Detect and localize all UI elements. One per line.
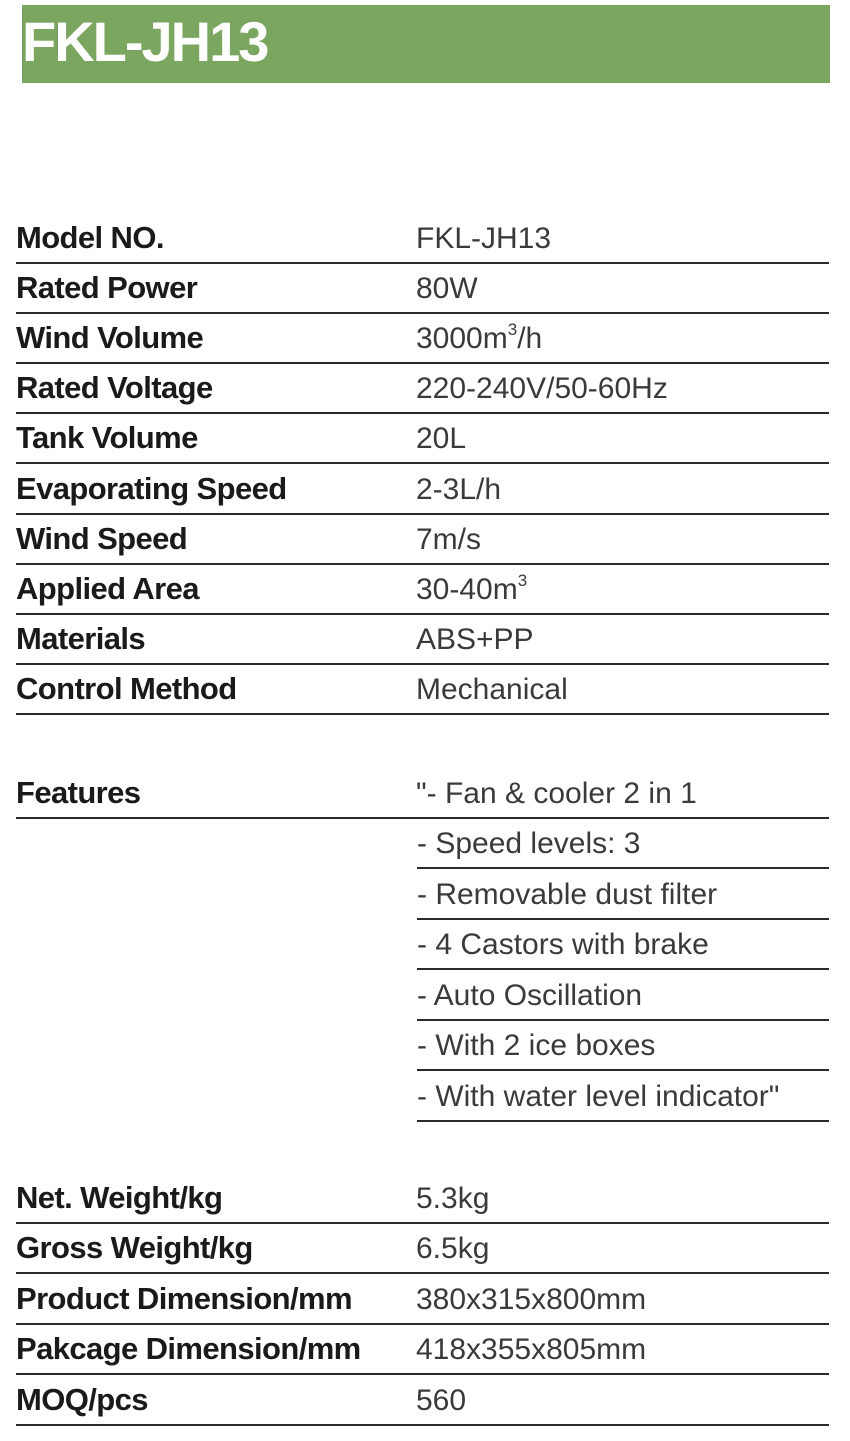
spec-label: Materials: [16, 621, 145, 656]
spec-label: Pakcage Dimension/mm: [16, 1331, 361, 1366]
spec-value: 80W: [416, 272, 478, 305]
row-divider: [16, 713, 829, 715]
spec-row-rated-power: [16, 264, 829, 314]
spec-row-product-dimension: [16, 1275, 829, 1325]
feature-row: [417, 1021, 829, 1071]
spec-value: 6.5kg: [416, 1232, 490, 1265]
spec-value: 20L: [416, 422, 467, 455]
spec-value: 2-3L/h: [416, 473, 502, 506]
page-title: FKL-JH13: [22, 10, 268, 73]
feature-item: - Auto Oscillation: [417, 979, 643, 1012]
spec-value: 7m/s: [416, 523, 482, 556]
spec-row-wind-volume: [16, 314, 829, 364]
spec-row-control-method: [16, 665, 829, 715]
feature-row: [417, 971, 829, 1021]
spec-row-materials: [16, 615, 829, 665]
spec-row-package-dimension: [16, 1325, 829, 1375]
feature-item: "- Fan & cooler 2 in 1: [416, 777, 697, 810]
feature-item: - Removable dust filter: [417, 878, 718, 911]
feature-item: - Speed levels: 3: [417, 827, 641, 860]
spec-value-wind-volume: [416, 322, 542, 356]
value-superscript: 3: [507, 320, 518, 339]
spec-label: MOQ/pcs: [16, 1382, 148, 1417]
spec-row-tank-volume: [16, 414, 829, 464]
spec-label: Wind Volume: [16, 320, 204, 355]
spec-label: Tank Volume: [16, 420, 198, 455]
feature-row: [417, 1072, 829, 1122]
spec-row-model: [16, 214, 829, 264]
spec-row-gross-weight: [16, 1224, 829, 1274]
spec-label: Model NO.: [16, 220, 164, 255]
spec-label: Rated Voltage: [16, 370, 213, 405]
spec-label: Product Dimension/mm: [16, 1281, 352, 1316]
row-divider: [417, 1069, 829, 1071]
spec-row-evaporating-speed: [16, 465, 829, 515]
spec-value: Mechanical: [416, 673, 568, 706]
value-superscript: 3: [517, 571, 528, 590]
spec-label: Rated Power: [16, 270, 198, 305]
spec-value: 418x355x805mm: [416, 1333, 647, 1366]
spec-value-applied-area: [416, 573, 527, 607]
spec-label: Control Method: [16, 671, 237, 706]
feature-item: - With water level indicator": [417, 1080, 780, 1113]
spec-label: Net. Weight/kg: [16, 1180, 223, 1215]
value-base: 30-40m: [416, 573, 518, 606]
row-divider: [417, 968, 829, 970]
feature-item: - 4 Castors with brake: [417, 928, 709, 961]
spec-row-rated-voltage: [16, 364, 829, 414]
spec-label: Features: [16, 775, 141, 810]
spec-row-wind-speed: [16, 515, 829, 565]
spec-row-applied-area: [16, 565, 829, 615]
value-suffix: /h: [517, 322, 543, 355]
spec-row-features: [16, 769, 829, 819]
spec-label: Evaporating Speed: [16, 471, 287, 506]
row-divider: [16, 1424, 829, 1426]
feature-row: [417, 819, 829, 869]
feature-item: - With 2 ice boxes: [417, 1029, 656, 1062]
spec-label: Gross Weight/kg: [16, 1230, 253, 1265]
spec-value: 380x315x800mm: [416, 1283, 647, 1316]
row-divider: [417, 1120, 829, 1122]
row-divider: [417, 867, 829, 869]
spec-value: 560: [416, 1384, 467, 1417]
spec-row-moq: [16, 1376, 829, 1426]
value-base: 3000m: [416, 322, 508, 355]
spec-value: 5.3kg: [416, 1182, 490, 1215]
spec-value: FKL-JH13: [416, 222, 552, 255]
spec-label: Applied Area: [16, 571, 199, 606]
spec-row-net-weight: [16, 1174, 829, 1224]
spec-value: ABS+PP: [416, 623, 534, 656]
spec-label: Wind Speed: [16, 521, 188, 556]
feature-row: [417, 870, 829, 920]
row-divider: [16, 1272, 829, 1274]
feature-row: [417, 920, 829, 970]
spec-value: 220-240V/50-60Hz: [416, 372, 668, 405]
row-divider: [16, 1373, 829, 1375]
row-divider: [16, 462, 829, 464]
